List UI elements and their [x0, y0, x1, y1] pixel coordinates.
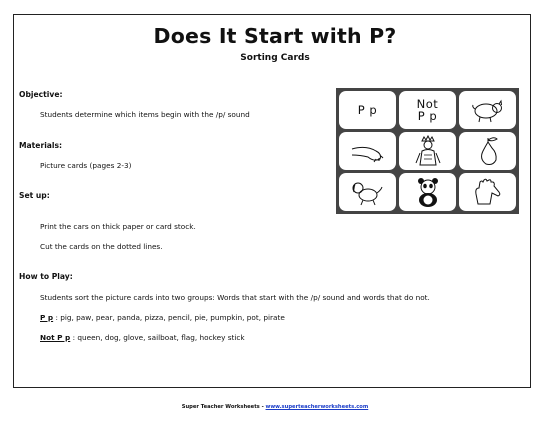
p-words-line [40, 313, 285, 322]
how-to-play-heading: How to Play: [19, 272, 73, 281]
setup-heading: Set up: [19, 191, 50, 200]
pear-icon [466, 135, 510, 167]
footer [0, 404, 550, 410]
panda-icon [406, 176, 450, 208]
objective-heading: Objective: [19, 90, 63, 99]
paw-icon [346, 135, 390, 167]
footer-link[interactable]: www.superteacherworksheets.com [265, 404, 369, 410]
page-title: Does It Start with P? [153, 24, 397, 48]
setup-step-1: Print the cars on thick paper or card stock. [40, 222, 196, 231]
setup-step-2: Cut the cards on the dotted lines. [40, 242, 163, 251]
card-queen [399, 132, 456, 170]
not-p-words-label: Not P p [40, 333, 71, 342]
queen-icon [406, 135, 450, 167]
not-p-words-list: : queen, dog, glove, sailboat, flag, hockey stick [70, 333, 245, 342]
card-dog [339, 173, 396, 211]
footer-text: Super Teacher Worksheets - [181, 404, 266, 410]
not-p-words-line [40, 333, 245, 342]
card-glove [459, 173, 516, 211]
p-words-label: P p [40, 313, 54, 322]
card-not-p-line-1: Not [416, 97, 439, 111]
dog-icon [346, 176, 390, 208]
materials-heading: Materials: [19, 141, 63, 150]
card-p [339, 91, 396, 129]
materials-text: Picture cards (pages 2-3) [40, 161, 132, 170]
card-pear [459, 132, 516, 170]
card-not-p-line-2: P p [417, 109, 438, 123]
card-p-label: P p [357, 103, 378, 117]
card-not-p-label [417, 98, 439, 122]
how-to-play-text: Students sort the picture cards into two groups: Words that start with the /p/ sound and words that do not. [40, 293, 430, 302]
p-words-list: : pig, paw, pear, panda, pizza, pencil, pie, pumpkin, pot, pirate [53, 313, 285, 322]
card-not-p [399, 91, 456, 129]
card-paw [339, 132, 396, 170]
objective-text: Students determine which items begin with the /p/ sound [40, 110, 250, 119]
card-pig [459, 91, 516, 129]
card-panda [399, 173, 456, 211]
sorting-cards-preview [336, 88, 519, 214]
pig-icon [466, 94, 510, 126]
glove-icon [466, 176, 510, 208]
page-subtitle: Sorting Cards [240, 53, 310, 63]
